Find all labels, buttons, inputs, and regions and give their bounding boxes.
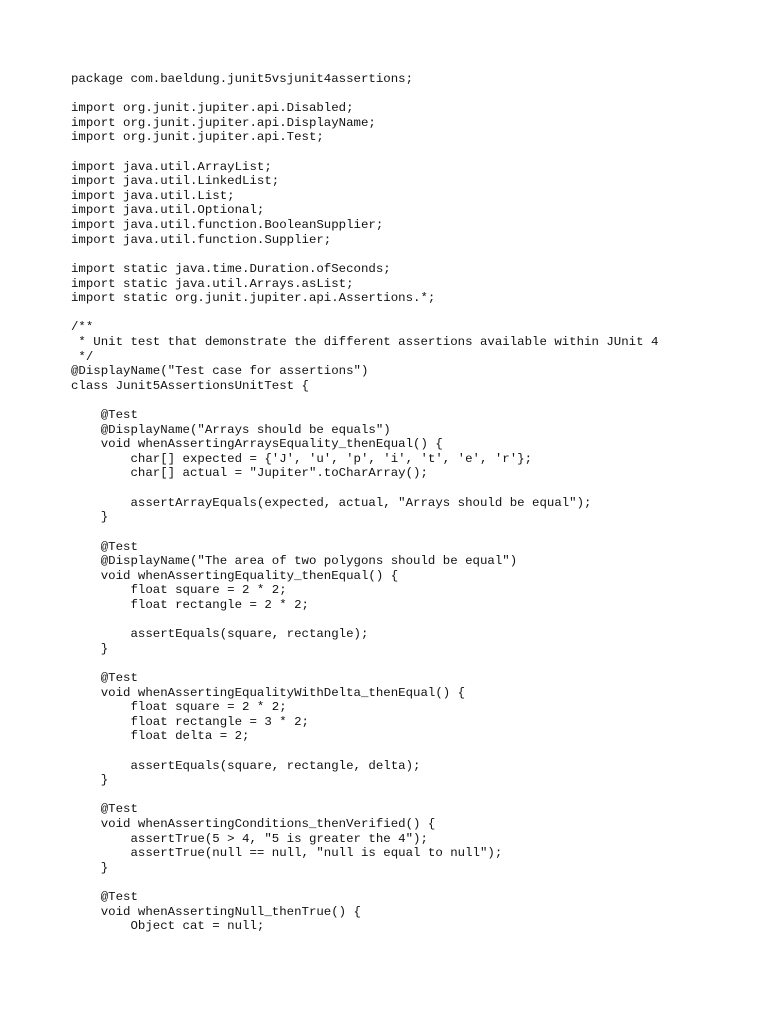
code-line: import org.junit.jupiter.api.Test;: [71, 130, 324, 145]
code-line: [71, 393, 658, 408]
code-line: [71, 613, 658, 628]
code-line: char[] expected = {'J', 'u', 'p', 'i', 't', 'e', 'r'};: [71, 451, 533, 466]
code-line: }: [71, 860, 109, 875]
code-line: [71, 247, 658, 262]
code-line: char[] actual = "Jupiter".toCharArray();: [71, 466, 428, 481]
code-line: import org.junit.jupiter.api.Disabled;: [71, 101, 354, 116]
code-line: float square = 2 * 2;: [71, 700, 287, 715]
code-line: void whenAssertingNull_thenTrue() {: [71, 904, 361, 919]
code-line: import java.util.ArrayList;: [71, 159, 272, 174]
code-line: @Test: [71, 408, 138, 423]
code-line: [71, 525, 658, 540]
code-line: class Junit5AssertionsUnitTest {: [71, 378, 309, 393]
code-line: assertEquals(square, rectangle, delta);: [71, 758, 421, 773]
code-line: Object cat = null;: [71, 919, 265, 934]
code-line: import static java.time.Duration.ofSeconds;: [71, 261, 391, 276]
code-line: */: [71, 349, 94, 364]
code-line: assertEquals(square, rectangle);: [71, 627, 369, 642]
code-line: [71, 87, 658, 102]
code-line: @Test: [71, 539, 138, 554]
code-line: void whenAssertingEqualityWithDelta_thenEqual() {: [71, 685, 466, 700]
code-line: [71, 481, 658, 496]
code-line: assertArrayEquals(expected, actual, "Arrays should be equal");: [71, 495, 592, 510]
code-line: [71, 656, 658, 671]
code-line: @DisplayName("The area of two polygons should be equal"): [71, 554, 518, 569]
code-line: float rectangle = 3 * 2;: [71, 714, 309, 729]
code-line: * Unit test that demonstrate the different assertions available within JUnit 4: [71, 334, 659, 349]
code-line: import java.util.function.BooleanSupplier;: [71, 218, 384, 233]
code-line: }: [71, 510, 109, 525]
code-line: [71, 306, 658, 321]
code-line: @Test: [71, 802, 138, 817]
code-line: import org.junit.jupiter.api.DisplayName;: [71, 115, 376, 130]
code-line: @Test: [71, 670, 138, 685]
code-line: float rectangle = 2 * 2;: [71, 597, 309, 612]
code-block: [71, 72, 658, 963]
code-line: import java.util.List;: [71, 188, 235, 203]
code-line: }: [71, 773, 109, 788]
code-line: }: [71, 641, 109, 656]
code-line: import static java.util.Arrays.asList;: [71, 276, 354, 291]
code-line: void whenAssertingConditions_thenVerified() {: [71, 817, 436, 832]
code-line: [71, 876, 658, 891]
code-line: void whenAssertingEquality_thenEqual() {: [71, 568, 399, 583]
code-line: [71, 788, 658, 803]
code-line: @DisplayName("Arrays should be equals"): [71, 422, 391, 437]
code-line: import java.util.function.Supplier;: [71, 232, 332, 247]
code-line: import static org.junit.jupiter.api.Assertions.*;: [71, 291, 436, 306]
code-line: package com.baeldung.junit5vsjunit4assertions;: [71, 72, 414, 86]
code-line: assertTrue(null == null, "null is equal to null");: [71, 846, 503, 861]
code-line: void whenAssertingArraysEquality_thenEqual() {: [71, 437, 443, 452]
code-line: @Test: [71, 890, 138, 905]
code-line: assertTrue(5 > 4, "5 is greater the 4");: [71, 831, 428, 846]
code-line: [71, 744, 658, 759]
code-line: float square = 2 * 2;: [71, 583, 287, 598]
code-line: import java.util.LinkedList;: [71, 174, 280, 189]
code-line: /**: [71, 320, 94, 335]
code-line: @DisplayName("Test case for assertions"): [71, 364, 369, 379]
code-line: float delta = 2;: [71, 729, 250, 744]
code-line: import java.util.Optional;: [71, 203, 265, 218]
code-line: [71, 145, 658, 160]
